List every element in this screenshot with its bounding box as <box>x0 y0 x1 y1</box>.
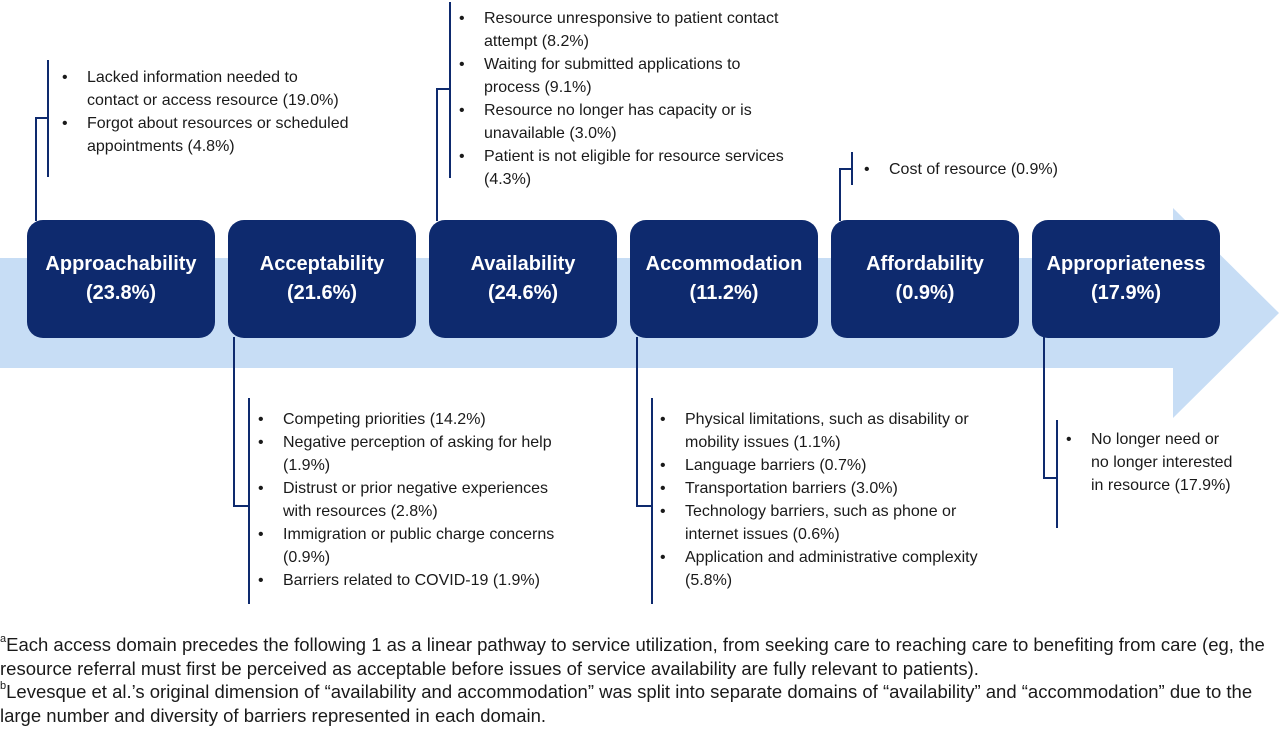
connector-acceptability <box>233 337 235 507</box>
footnote-b-text: Levesque et al.’s original dimension of “availability and accommodation” was split into separate domains of “availability” and “accommodation” due to the large number and diversity of barriers represented in each domain. <box>0 681 1253 726</box>
barrier-item: • Application and administrative complexity (5.8%) <box>658 546 978 592</box>
barrier-item: • No longer need or no longer interested in resource (17.9%) <box>1064 428 1239 497</box>
connector-accommodation <box>636 337 638 507</box>
domain-name: Approachability <box>45 253 197 275</box>
barrier-item: • Transportation barriers (3.0%) <box>658 477 978 500</box>
barrier-item: • Competing priorities (14.2%) <box>256 408 576 431</box>
barrier-list-approachability <box>60 66 350 158</box>
connector-appropriateness-arm <box>1043 477 1057 479</box>
barrier-item: • Waiting for submitted applications to process (9.1%) <box>457 53 787 99</box>
barrier-item: • Immigration or public charge concerns (0.9%) <box>256 523 576 569</box>
domain-box-appropriateness <box>1032 220 1220 338</box>
connector-availability-arm <box>436 88 450 90</box>
bracket-acceptability <box>248 398 250 604</box>
barrier-item: • Cost of resource (0.9%) <box>862 158 1092 181</box>
barrier-item: • Distrust or prior negative experiences with resources (2.8%) <box>256 477 576 523</box>
domain-name: Appropriateness <box>1046 253 1206 275</box>
barrier-item: • Barriers related to COVID-19 (1.9%) <box>256 569 576 592</box>
domain-name: Affordability <box>866 253 984 275</box>
domain-box-accommodation <box>630 220 818 338</box>
barrier-list-accommodation <box>658 408 978 592</box>
domain-box-approachability <box>27 220 215 338</box>
barrier-item: • Lacked information needed to contact or access resource (19.0%) <box>60 66 350 112</box>
domain-box-availability <box>429 220 617 338</box>
barrier-item: • Technology barriers, such as phone or internet issues (0.6%) <box>658 500 978 546</box>
barrier-item: • Patient is not eligible for resource services (4.3%) <box>457 145 787 191</box>
bracket-availability <box>449 2 451 178</box>
domain-box-acceptability <box>228 220 416 338</box>
domain-name: Accommodation <box>645 253 803 275</box>
domain-percent: (11.2%) <box>689 282 759 304</box>
barrier-item: • Resource unresponsive to patient contact attempt (8.2%) <box>457 7 787 53</box>
barrier-item: • Language barriers (0.7%) <box>658 454 978 477</box>
barrier-list-affordability <box>862 158 1092 181</box>
domain-percent: (24.6%) <box>487 282 559 304</box>
domain-name: Acceptability <box>259 253 385 275</box>
footnote-a-text: Each access domain precedes the following 1 as a linear pathway to service utilization, from seeking care to reaching care to benefiting from care (eg, the resource referral must first be perceived as acceptable before issues of service availability are fully relevant to patients). <box>0 634 1265 679</box>
footnote-a-mark: a <box>0 633 7 645</box>
connector-appropriateness <box>1043 337 1045 479</box>
connector-affordability <box>839 168 841 221</box>
barrier-item: • Physical limitations, such as disability or mobility issues (1.1%) <box>658 408 978 454</box>
bracket-affordability <box>851 152 853 185</box>
bracket-approachability <box>47 60 49 177</box>
domain-percent: (23.8%) <box>85 282 157 304</box>
footnote-b-mark: b <box>0 680 7 692</box>
barrier-item: • Negative perception of asking for help (1.9%) <box>256 431 576 477</box>
connector-accommodation-arm <box>636 505 652 507</box>
barrier-item: • Resource no longer has capacity or is unavailable (3.0%) <box>457 99 787 145</box>
bracket-accommodation <box>651 398 653 604</box>
barrier-list-availability <box>457 7 787 191</box>
domain-percent: (21.6%) <box>286 282 358 304</box>
footnote-b <box>0 680 1280 727</box>
barrier-item: • Forgot about resources or scheduled appointments (4.8%) <box>60 112 350 158</box>
connector-availability <box>436 88 438 221</box>
domain-box-affordability <box>831 220 1019 338</box>
footnote-a <box>0 633 1280 680</box>
domain-percent: (0.9%) <box>895 282 955 304</box>
connector-acceptability-arm <box>233 505 249 507</box>
footnotes <box>0 633 1280 727</box>
bracket-appropriateness <box>1056 420 1058 528</box>
domain-name: Availability <box>470 253 576 275</box>
barrier-list-acceptability <box>256 408 576 592</box>
barrier-list-appropriateness <box>1064 428 1239 497</box>
domain-percent: (17.9%) <box>1090 282 1162 304</box>
connector-approachability <box>35 117 37 221</box>
